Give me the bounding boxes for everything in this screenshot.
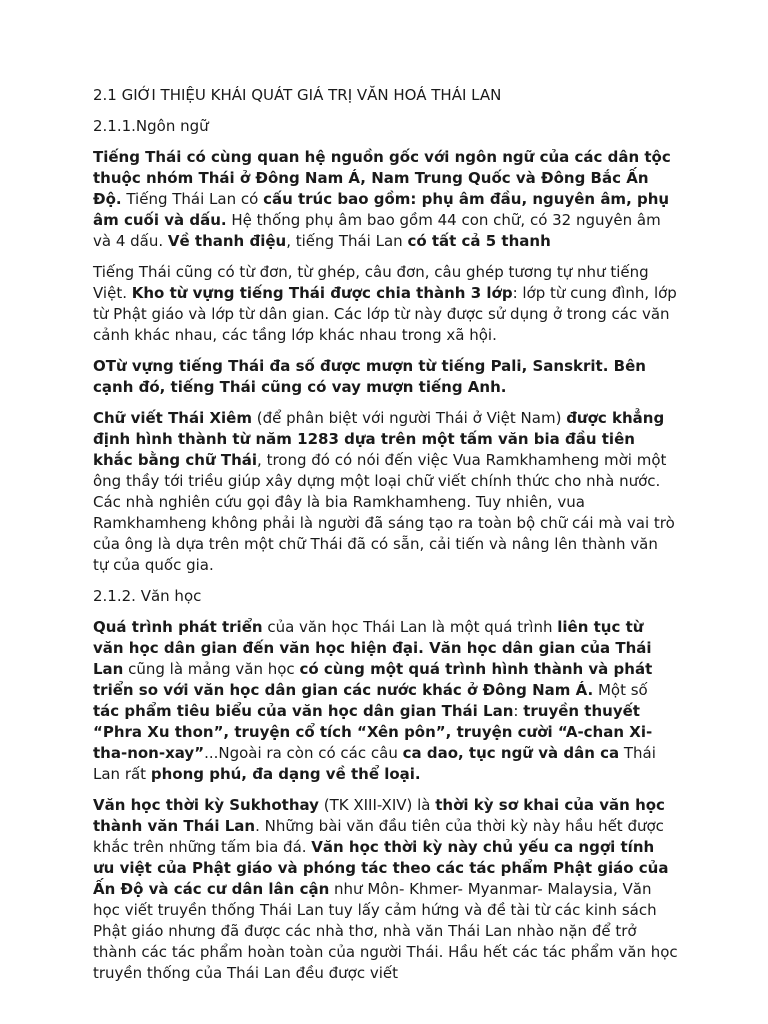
paragraph-literature-development [93, 617, 678, 785]
text-run: : [513, 702, 524, 720]
bold-text-run: cấu trúc bao gồm: phụ âm đầu, nguyên âm, phụ âm cuối và dấu. [93, 190, 670, 229]
paragraph-vocabulary-layers [93, 262, 678, 346]
bold-text-run: ca dao, tục ngữ và dân ca [402, 744, 620, 762]
bold-text-run: Tiếng Thái có cùng quan hệ nguồn gốc với ngôn ngữ của các dân tộc thuộc nhóm Thái ở Đông Nam Á, Nam Trung Quốc và Đông Bắc Ấn Độ. [93, 148, 671, 208]
subsection-heading-literature: 2.1.2. Văn học [93, 587, 202, 605]
document-body [93, 85, 678, 994]
section-title: 2.1 GIỚI THIỆU KHÁI QUÁT GIÁ TRỊ VĂN HOÁ THÁI LAN [93, 86, 502, 104]
text-run: của văn học Thái Lan là một quá trình [262, 618, 558, 636]
text-run: cũng là mảng văn học [123, 660, 300, 678]
bold-text-run: Chữ viết Thái Xiêm [93, 409, 252, 427]
paragraph-thai-language-origin [93, 147, 678, 252]
bold-text-run: có cùng một quá trình hình thành và phát triển so với văn học dân gian các nước khác ở Đông Nam Á. [93, 660, 653, 699]
bold-text-run: có tất cả 5 thanh [407, 232, 551, 250]
paragraph-sukhothay-literature [93, 795, 678, 984]
bold-text-run: Văn học thời kỳ Sukhothay [93, 796, 319, 814]
paragraph-borrowed-words [93, 356, 678, 398]
text-run: (TK XIII-XIV) là [318, 796, 436, 814]
bold-text-run: Quá trình phát triển [93, 618, 263, 636]
text-run: Tiếng Thái cũng có từ đơn, từ ghép, câu đơn, câu ghép tương tự như tiếng Việt. [93, 263, 649, 302]
text-run: như Môn- Khmer- Myanmar- Malaysia, Văn học viết truyền thống Thái Lan tuy lấy cảm hứng và đề tài từ các kinh sách Phật giáo nhưng đã được các nhà thơ, nhà văn Thái Lan nhào nặn để trở thành các tác phẩm hoàn toàn của người Thái. Hầu hết các tác phẩm văn học truyền thống của Thái Lan đều được viết [93, 880, 678, 982]
bold-text-run: thời kỳ sơ khai của văn học thành văn Thái Lan [93, 796, 665, 835]
bold-text-run: truyền thuyết “Phra Xu thon”, truyện cổ tích “Xên pôn”, truyện cười “A-chan Xi-tha-non-xay” [93, 702, 653, 762]
bold-text-run: liên tục từ văn học dân gian đến văn học hiện đại. Văn học dân gian của Thái Lan [93, 618, 652, 678]
paragraph-siamese-script [93, 408, 678, 576]
bold-text-run: phong phú, đa dạng về thể loại. [150, 765, 421, 783]
text-run: (để phân biệt với người Thái ở Việt Nam) [251, 409, 567, 427]
bold-text-run: tác phẩm tiêu biểu của văn học dân gian Thái Lan [93, 702, 514, 720]
subsection-heading-language: 2.1.1.Ngôn ngữ [93, 117, 209, 135]
bold-text-run: Văn học thời kỳ này chủ yếu ca ngợi tính ưu việt của Phật giáo và phóng tác theo các tác phẩm Phật giáo của Ấn Độ và các cư dân lân cận [93, 838, 669, 898]
text-run: Hệ thống phụ âm bao gồm 44 con chữ, có 32 nguyên âm và 4 dấu. [93, 211, 661, 250]
text-run: Một số [593, 681, 648, 699]
text-run: : lớp từ cung đình, lớp từ Phật giáo và lớp từ dân gian. Các lớp từ này được sử dụng ở trong các văn cảnh khác nhau, các tầng lớp khác nhau trong xã hội. [93, 284, 677, 344]
text-run: . Những bài văn đầu tiên của thời kỳ này hầu hết được khắc trên những tấm bia đá. [93, 817, 664, 856]
text-run: Thái Lan rất [93, 744, 656, 783]
text-run: , tiếng Thái Lan [286, 232, 408, 250]
bold-text-run: Về thanh điệu [167, 232, 287, 250]
bold-text-run: Kho từ vựng tiếng Thái được chia thành 3 lớp [131, 284, 513, 302]
text-run: , trong đó có nói đến việc Vua Ramkhamheng mời một ông thầy tới triều giúp xây dựng một loại chữ viết chính thức cho nhà nước. Các nhà nghiên cứu gọi đây là bia Ramkhamheng. Tuy nhiên, vua Ramkhamheng không phải là người đã sáng tạo ra toàn bộ chữ cái mà vai trò của ông là dựa trên một chữ Thái đã có sẵn, cải tiến và nâng lên thành văn tự của quốc gia. [93, 451, 675, 574]
text-run: ...Ngoài ra còn có các câu [204, 744, 403, 762]
bold-text-run: được khẳng định hình thành từ năm 1283 dựa trên một tấm văn bia đầu tiên khắc bằng chữ Thái [93, 409, 665, 469]
bold-text-run: OTừ vựng tiếng Thái đa số được mượn từ tiếng Pali, Sanskrit. Bên cạnh đó, tiếng Thái cũng có vay mượn tiếng Anh. [93, 357, 646, 396]
text-run: Tiếng Thái Lan có [121, 190, 264, 208]
